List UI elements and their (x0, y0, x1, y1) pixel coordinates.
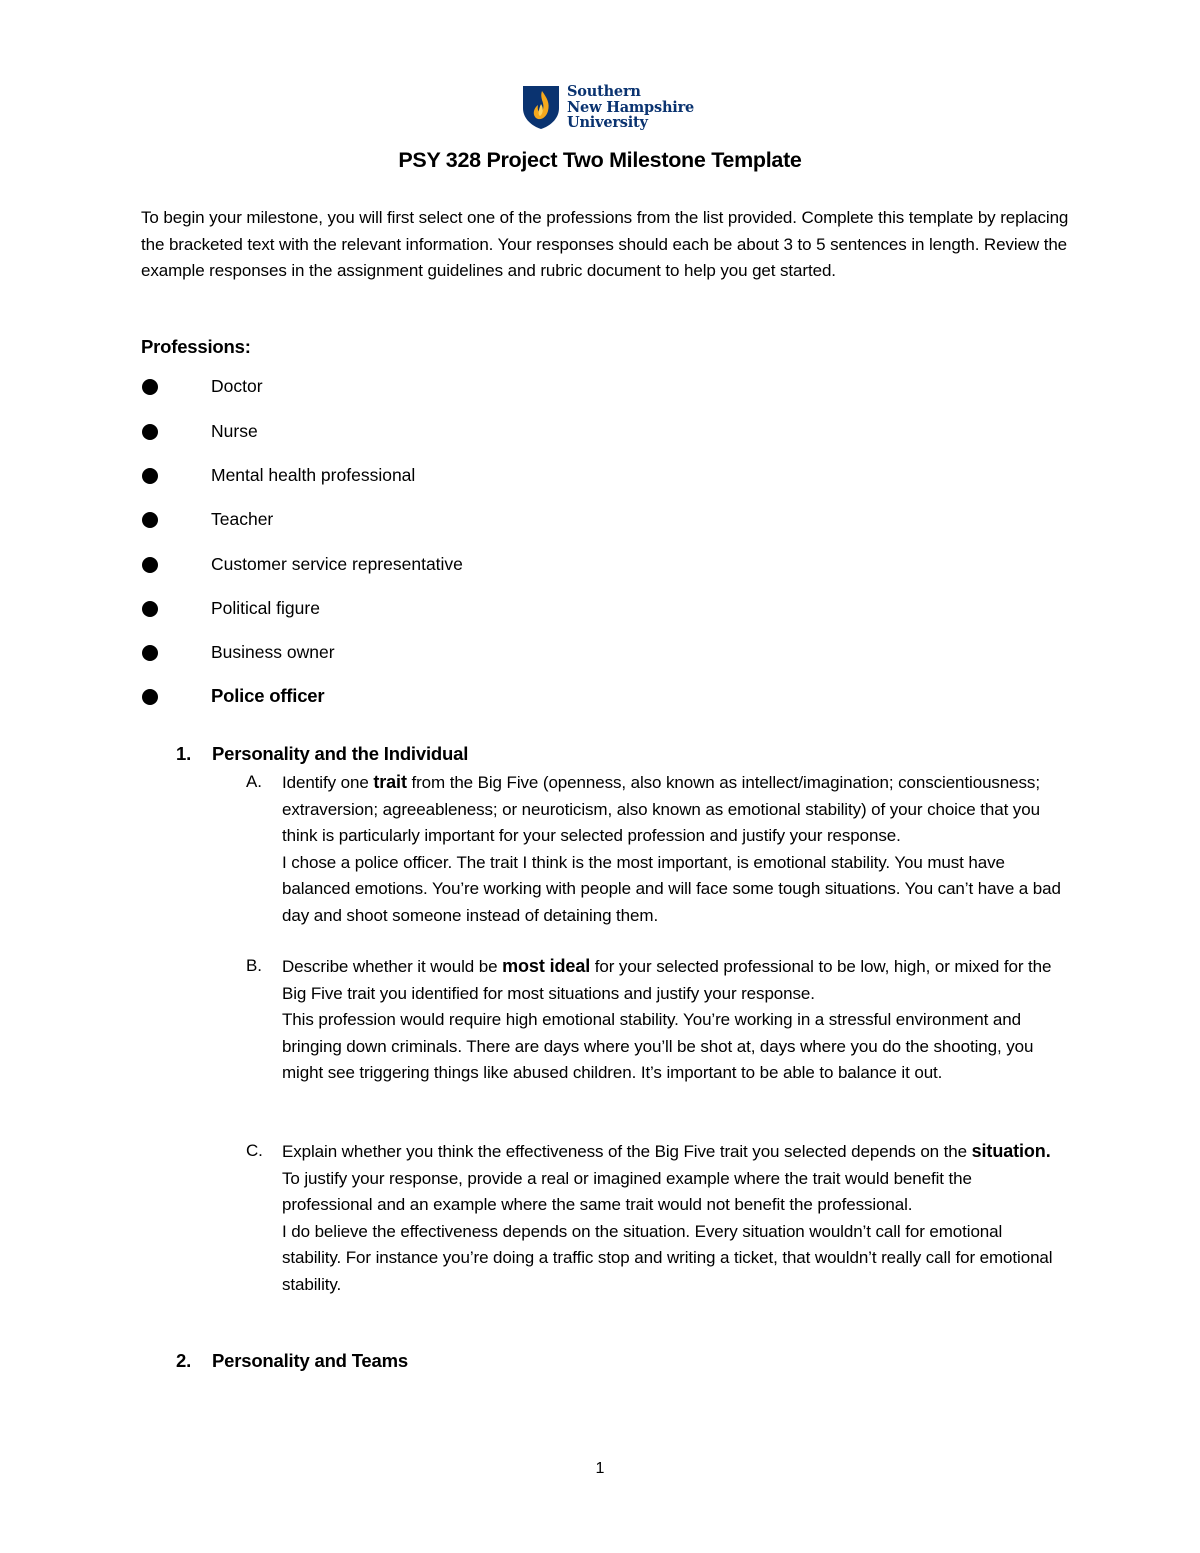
logo-line-3: University (567, 114, 648, 131)
section-title: Personality and the Individual (212, 743, 469, 764)
bullet-icon (142, 645, 158, 661)
question-body (282, 769, 1062, 929)
profession-label: Customer service representative (211, 554, 463, 574)
bullet-icon (142, 468, 158, 484)
profession-label: Teacher (211, 509, 274, 529)
logo-line-2: New Hampshire (567, 98, 695, 116)
answer-text: I do believe the effectiveness depends on the situation. Every situation wouldn’t call for emotional stability. For instance you’re doing a traffic stop and writing a ticket, that wouldn’t really call for emotional stability. (282, 1221, 1053, 1294)
profession-label: Nurse (211, 421, 258, 441)
profession-label: Business owner (211, 642, 335, 662)
bullet-icon (142, 557, 158, 573)
profession-label: Political figure (211, 598, 320, 618)
shield-flame-icon (521, 84, 561, 130)
profession-label: Police officer (211, 685, 325, 706)
profession-label: Doctor (211, 376, 263, 396)
bullet-icon (142, 689, 158, 705)
logo-line-1: Southern (567, 83, 641, 100)
professions-label: Professions: (141, 336, 251, 357)
question-prompt: Describe whether it would be most ideal for your selected professional to be low, high, or mixed for the Big Five trait you identified for most situations and justify your response. (282, 956, 1052, 1003)
section-title: Personality and Teams (212, 1350, 408, 1371)
answer-text: I chose a police officer. The trait I think is the most important, is emotional stability. You must have balanced emotions. You’re working with people and will face some tough situations. You can’t have a bad day and shoot someone instead of detaining them. (282, 852, 1061, 925)
question-letter: A. (246, 772, 262, 791)
bullet-icon (142, 379, 158, 395)
snhu-logo (521, 84, 694, 132)
question-body (282, 1138, 1062, 1298)
question-body (282, 953, 1062, 1087)
question-prompt: Explain whether you think the effectiveness of the Big Five trait you selected depends on the situation. To justify your response, provide a real or imagined example where the trait would benefit the professional and an example where the same trait would not benefit the professional. (282, 1141, 1051, 1214)
answer-text: This profession would require high emotional stability. You’re working in a stressful environment and bringing down criminals. There are days where you’ll be shot at, days where you do the shooting, you might see triggering things like abused children. It’s important to be able to balance it out. (282, 1010, 1034, 1082)
question-letter: B. (246, 956, 262, 975)
question-letter: C. (246, 1141, 263, 1160)
section-number: 2. (176, 1350, 192, 1371)
question-prompt: Identify one trait from the Big Five (openness, also known as intellect/imagination; conscientiousness; extraversion; agreeableness; or neuroticism, also known as emotional stability) of your choice that you think is particularly important for your selected profession and justify your response. (282, 772, 1040, 845)
section-number: 1. (176, 743, 192, 764)
bullet-icon (142, 601, 158, 617)
profession-label: Mental health professional (211, 465, 416, 485)
logo-wordmark (567, 84, 694, 131)
intro-paragraph: To begin your milestone, you will first select one of the professions from the list provided. Complete this template by replacing the bracketed text with the relevant information. Your responses should each be about 3 to 5 sentences in length. Review the example responses in the assignment guidelines and rubric document to help you get started. (141, 208, 1069, 280)
document-title: PSY 328 Project Two Milestone Template (398, 148, 802, 172)
bullet-icon (142, 512, 158, 528)
bullet-icon (142, 424, 158, 440)
page-number: 1 (595, 1460, 605, 1477)
